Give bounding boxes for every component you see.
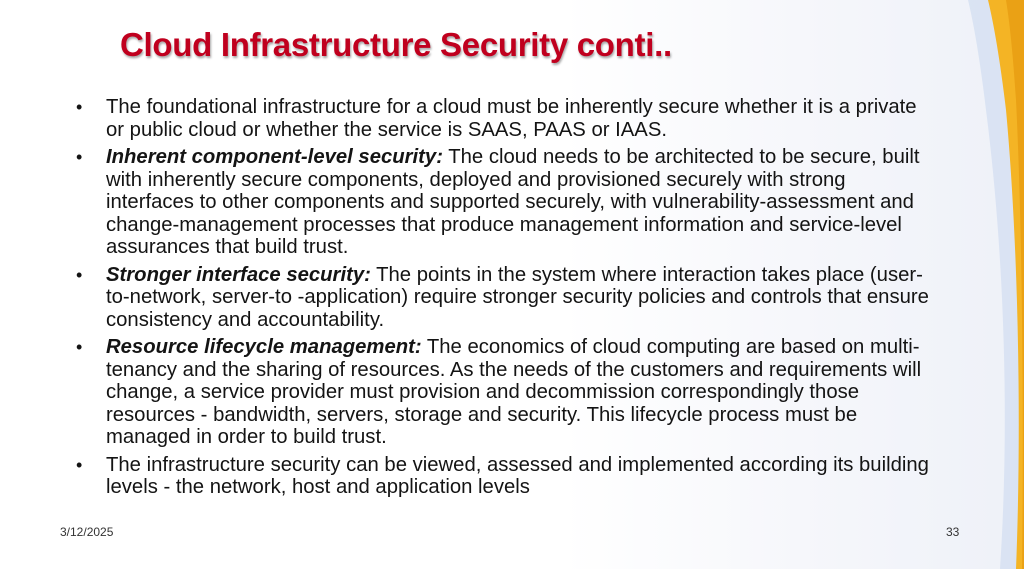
slide-title: Cloud Infrastructure Security conti.. [120,26,672,63]
bullet-dot-icon: • [76,454,83,475]
bullet-text: The infrastructure security can be viewed, assessed and implemented according its building levels - the network, host and application levels [106,453,929,498]
bullet-text: The foundational infrastructure for a cloud must be inherently secure whether it is a private or public cloud or whether the service is SAAS, PAAS or IAAS. [106,96,917,141]
page-number: 33 [946,525,960,539]
bullet-dot-icon: • [76,337,83,357]
footer-date: 3/12/2025 [60,525,114,539]
bullet-dot-icon: • [76,97,83,117]
bullet-item [72,96,932,141]
bullet-text: The economics of cloud computing are based on multi-tenancy and the sharing of resources. As the needs of the customers and requirements will change, a service provider must provision and decommission correspondingly those resources - bandwidth, servers, storage and security. This lifecycle process must be managed in order to build trust. [106,336,922,448]
bullet-item [72,336,932,449]
bullet-list [72,96,932,504]
bullet-lead: Inherent component-level security: [106,146,443,168]
bullet-item [72,146,932,259]
bullet-lead: Resource lifecycle management: [106,336,422,358]
bullet-text: The points in the system where interaction takes place (user-to-network, server-to -application) require stronger security policies and controls that ensure consistency and accountability. [106,263,929,331]
bullet-text: The cloud needs to be architected to be secure, built with inherently secure components, deployed and provisioned securely with strong interfaces to other components and supported securely, with vulnerability-assessment and change-management processes that produce management information and service-level assurances that build trust. [106,146,920,258]
bullet-dot-icon: • [76,264,83,285]
bullet-item [72,264,932,332]
bullet-lead: Stronger interface security: [106,263,371,286]
bullet-dot-icon: • [76,147,83,167]
bullet-item [72,454,932,499]
